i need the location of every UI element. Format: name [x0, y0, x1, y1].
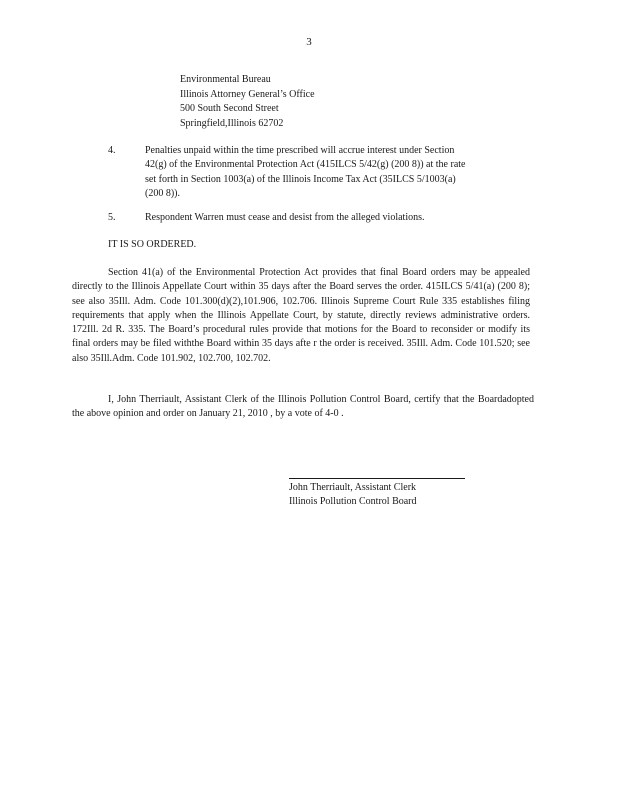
signature-line — [289, 478, 465, 479]
signature-block — [289, 481, 417, 510]
order-item-4 — [108, 144, 528, 204]
certification-paragraph: I, John Therriault, Assistant Clerk of the Illinois Pollution Control Board, certify that the Boardadopted the above opinion and order on January 21, 2010 , by a vote of 4-0 . — [72, 394, 534, 420]
so-ordered-heading: IT IS SO ORDERED. — [108, 239, 197, 250]
item-text-line: (200 8)). — [145, 188, 180, 200]
item-number: 5. — [108, 212, 116, 223]
signatory-organization: Illinois Pollution Control Board — [289, 496, 417, 508]
address-block — [180, 73, 315, 131]
item-text — [145, 144, 528, 202]
order-item-5 — [108, 211, 528, 227]
address-line: 500 South Second Street — [180, 103, 279, 115]
appeal-paragraph: Section 41(a) of the Environmental Protection Act provides that final Board orders may be appealed directly to the Illinois Appellate Court within 35 days after the Board serves the order. 415ILCS 5/41(a) (200 8); see also 35Ill. Adm. Code 101.300(d)(2),101.906, 102.706. Illinois Supreme Court Rule 335 establishes filing requirements that apply when the Illinois Appellate Court, by statute, directly reviews administrative orders. 172Ill. 2d R. 335. The Board’s procedural rules provide that motions for the Board to reconsider or modify its final orders may be filed withthe Board within 35 days afte r the order is received. 35Ill. Adm. Code 101.520; see also 35Ill.Adm. Code 101.902, 102.700, 102.702. — [72, 267, 530, 364]
page-number: 3 — [306, 36, 312, 48]
signatory-name: John Therriault, Assistant Clerk — [289, 482, 417, 493]
item-number: 4. — [108, 145, 116, 156]
item-text — [145, 211, 528, 225]
address-line: Environmental Bureau — [180, 74, 271, 85]
item-text-line: Penalties unpaid within the time prescribed will accrue interest under Section — [145, 145, 455, 156]
item-text-line: Respondent Warren must cease and desist from the alleged violations. — [145, 212, 425, 223]
address-line: Springfield,Illinois 62702 — [180, 117, 284, 129]
item-text-line: 42(g) of the Environmental Protection Act (415ILCS 5/42(g) (200 8)) at the rate — [145, 159, 466, 171]
address-line: Illinois Attorney General’s Office — [180, 88, 315, 100]
item-text-line: set forth in Section 1003(a) of the Illinois Income Tax Act (35ILCS 5/1003(a) — [145, 173, 456, 185]
